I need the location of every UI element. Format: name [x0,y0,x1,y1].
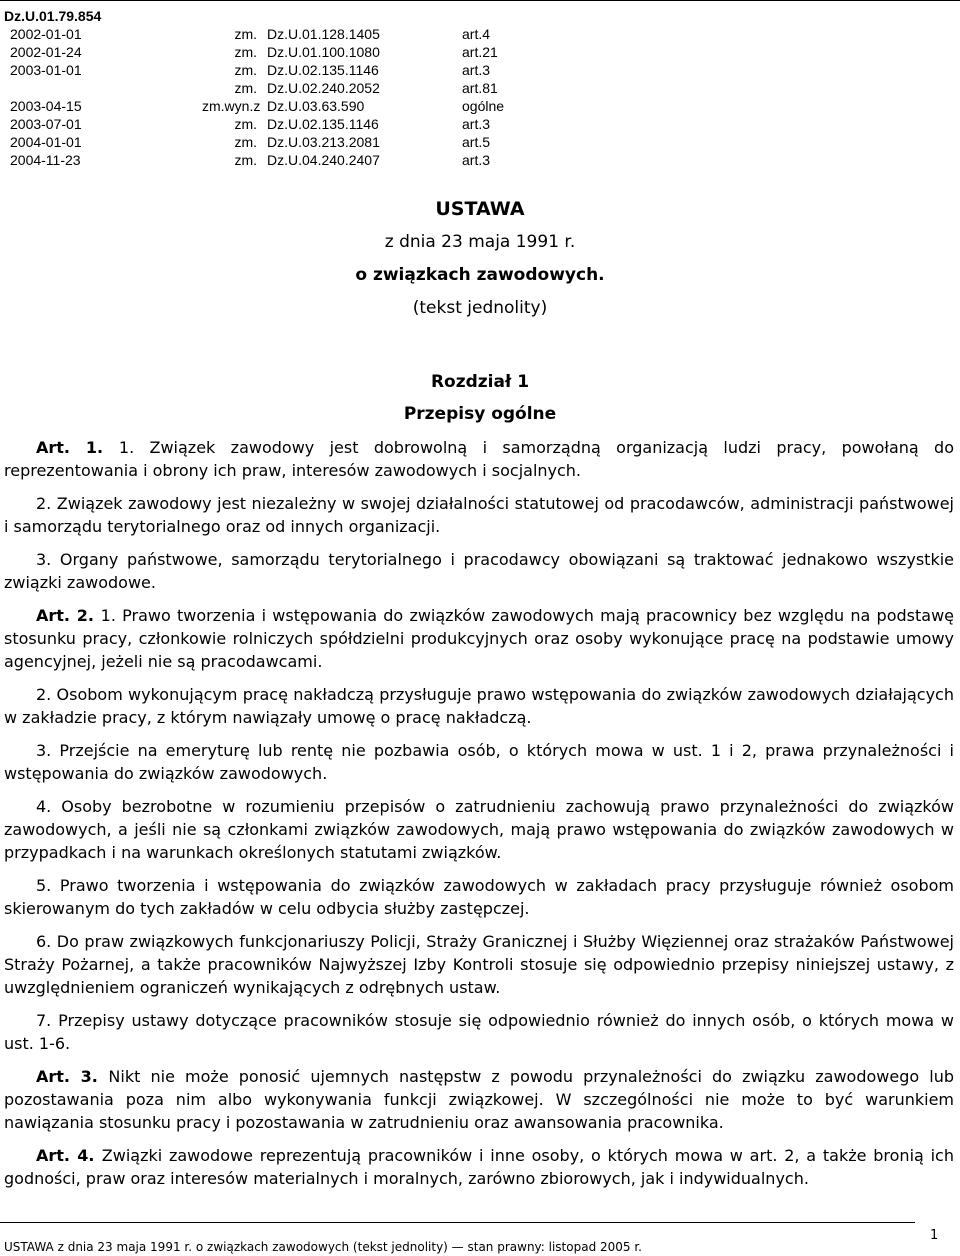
footer-text: USTAWA z dnia 23 maja 1991 r. o związkach zawodowych (tekst jednolity) — stan prawny: listopad 2005 r. [4,1240,642,1254]
page-number: 1 [930,1228,939,1243]
amendment-article: art.5 [462,134,491,150]
chapter-heading: Rozdział 1 [430,372,530,392]
paragraph-text: 1. Związek zawodowy jest dobrowolną i samorządną organizacją ludzi pracy, powołaną do reprezentowania i obrony ich praw, interesów zawodowych i socjalnych. [4,438,954,480]
paragraph [4,930,954,999]
paragraph-text: 6. Do praw związkowych funkcjonariuszy Policji, Straży Granicznej i Służby Więziennej oraz strażaków Państwowej Straży Pożarnej, a także pracowników Najwyższej Izby Kontroli stosuje się odpowiednio przepisy niniejszej ustawy, z uwzględnieniem ograniczeń wynikających z odrębnych ustaw. [4,932,954,997]
paragraph [4,874,954,920]
paragraph-text: Związki zawodowe reprezentują pracowników i inne osoby, o których mowa w art. 2, a także bronią ich godności, praw oraz interesów materialnych i moralnych, zarówno zbiorowych, jak i indywidualnych. [4,1146,954,1188]
amendment-date: 2003-07-01 [10,116,82,132]
amendment-type: zm. [234,26,257,42]
amendment-type: zm. [234,116,257,132]
amendment-type: zm. [234,134,257,150]
article-number: Art. 3. [36,1067,109,1086]
amendment-date: 2003-01-01 [10,62,82,78]
amendment-date: 2004-11-23 [10,152,81,168]
article-number: Art. 4. [36,1146,102,1165]
paragraph [4,1009,954,1055]
paragraph-text: 7. Przepisy ustawy dotyczące pracowników stosuje się odpowiednio również do innych osób, o których mowa w ust. 1-6. [4,1011,954,1053]
document-id: Dz.U.01.79.854 [4,8,102,24]
amendment-reference: Dz.U.03.213.2081 [267,134,380,150]
amendment-reference: Dz.U.02.135.1146 [267,116,379,132]
amendment-type: zm. [234,80,257,96]
paragraph [4,436,954,482]
paragraph [4,492,954,538]
top-rule [0,0,960,1]
act-date: z dnia 23 maja 1991 r. [384,232,576,252]
amendment-reference: Dz.U.04.240.2407 [267,152,380,168]
amendment-article: ogólne [462,98,505,114]
act-subject: o związkach zawodowych. [355,265,605,285]
amendment-reference: Dz.U.02.135.1146 [267,62,379,78]
amendment-article: art.81 [462,80,498,96]
paragraph [4,683,954,729]
amendment-reference: Dz.U.03.63.590 [267,98,365,114]
paragraph [4,548,954,594]
amendment-article: art.3 [462,152,491,168]
paragraph [4,1065,954,1134]
uniform-text-label: (tekst jednolity) [412,298,548,318]
paragraph-text: Nikt nie może ponosić ujemnych następstw z powodu przynależności do związku zawodowego lub pozostawania poza nim albo wykonywania funkcji związkowej. W szczególności nie może to być warunkiem nawiązania stosunku pracy i pozostawania w zatrudnieniu oraz awansowania pracownika. [4,1067,954,1132]
amendment-reference: Dz.U.02.240.2052 [267,80,380,96]
paragraph-text: 2. Osobom wykonującym pracę nakładczą przysługuje prawo wstępowania do związków zawodowych działających w zakładzie pracy, z którym nawiązały umowę o pracę nakładczą. [4,685,954,727]
amendment-article: art.4 [462,26,491,42]
chapter-title: Przepisy ogólne [403,404,557,424]
amendment-date: 2003-04-15 [10,98,82,114]
paragraph [4,1144,954,1190]
paragraph [4,795,954,864]
paragraph-text: 4. Osoby bezrobotne w rozumieniu przepisów o zatrudnieniu zachowują prawo przynależności do związków zawodowych, a jeśli nie są członkami związków zawodowych, mają prawo wstępowania do związków zawodowych w przypadkach i na warunkach określonych statutami związków. [4,797,954,862]
paragraph [4,604,954,673]
footer-rule [0,1222,915,1223]
amendment-type: zm.wyn.z [202,98,261,114]
paragraph [4,739,954,785]
amendment-type: zm. [234,62,257,78]
paragraph-text: 3. Organy państwowe, samorządu terytorialnego i pracodawcy obowiązani są traktować jednakowo wszystkie związki zawodowe. [4,550,954,592]
amendment-article: art.21 [462,44,498,60]
paragraph-text: 1. Prawo tworzenia i wstępowania do związków zawodowych mają pracownicy bez względu na podstawę stosunku pracy, członkowie rolniczych spółdzielni produkcyjnych oraz osoby wykonujące pracę na podstawie umowy agencyjnej, jeżeli nie są pracodawcami. [4,606,954,671]
paragraph-text: 3. Przejście na emeryturę lub rentę nie pozbawia osób, o których mowa w ust. 1 i 2, prawa przynależności i wstępowania do związków zawodowych. [4,741,954,783]
article-number: Art. 1. [36,438,119,457]
amendment-type: zm. [234,152,257,168]
amendment-date: 2002-01-24 [10,44,82,60]
amendment-article: art.3 [462,62,491,78]
paragraph-text: 5. Prawo tworzenia i wstępowania do związków zawodowych w zakładach pracy przysługuje również osobom skierowanym do tych zakładów w celu odbycia służby zastępczej. [4,876,954,918]
amendment-article: art.3 [462,116,491,132]
document-body [4,436,954,1200]
amendment-date: 2004-01-01 [10,134,82,150]
amendment-date: 2002-01-01 [10,26,82,42]
amendment-reference: Dz.U.01.128.1405 [267,26,380,42]
amendment-reference: Dz.U.01.100.1080 [267,44,380,60]
paragraph-text: 2. Związek zawodowy jest niezależny w swojej działalności statutowej od pracodawców, administracji państwowej i samorządu terytorialnego oraz od innych organizacji. [4,494,954,536]
article-number: Art. 2. [36,606,101,625]
act-title: USTAWA [435,198,525,220]
amendment-type: zm. [234,44,257,60]
